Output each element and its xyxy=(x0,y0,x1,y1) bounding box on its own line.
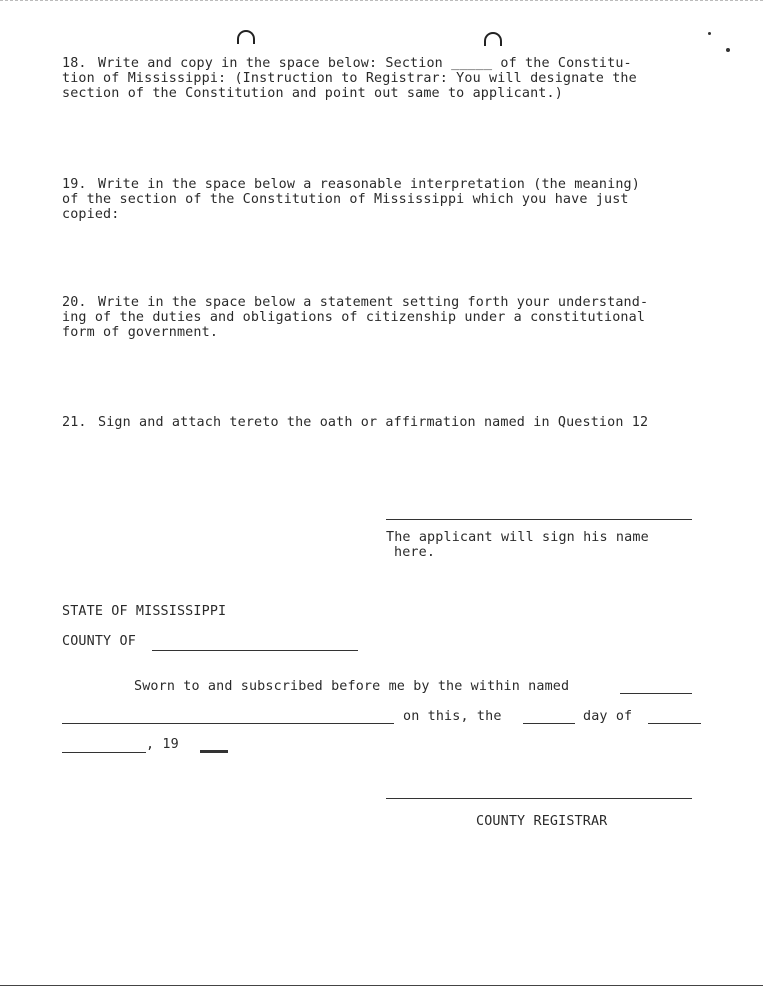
question-18-line-1: Write and copy in the space below: Section _____ of the Constitu- xyxy=(98,56,632,71)
question-21-line-1: Sign and attach tereto the oath or affirmation named in Question 12 xyxy=(98,415,649,430)
month-field-line-a[interactable] xyxy=(648,723,701,724)
named-person-line-b[interactable] xyxy=(62,723,394,724)
question-20-number: 20. xyxy=(62,295,87,310)
page-bottom-edge xyxy=(0,985,763,986)
month-field-line-b[interactable] xyxy=(62,752,146,753)
registrar-signature-line[interactable] xyxy=(386,798,692,799)
day-field-line[interactable] xyxy=(523,723,575,724)
county-registrar-label: COUNTY REGISTRAR xyxy=(476,814,608,829)
speck xyxy=(708,32,711,35)
year-field-mark[interactable] xyxy=(200,750,228,753)
year-prefix: , 19 xyxy=(146,737,179,752)
question-20-line-3: form of government. xyxy=(62,325,219,340)
applicant-signature-line[interactable] xyxy=(386,519,692,520)
question-18-number: 18. xyxy=(62,56,87,71)
question-20-line-2: ing of the duties and obligations of citizenship under a constitutional xyxy=(62,310,646,325)
question-18-line-3: section of the Constitution and point out same to applicant.) xyxy=(62,86,563,101)
state-heading: STATE OF MISSISSIPPI xyxy=(62,604,227,619)
county-field-line[interactable] xyxy=(152,650,358,651)
county-label: COUNTY OF xyxy=(62,634,136,649)
named-person-line-a[interactable] xyxy=(620,693,692,694)
question-19-line-2: of the section of the Constitution of Mississippi which you have just xyxy=(62,192,629,207)
punch-mark-right xyxy=(484,32,502,46)
applicant-signature-caption-2: here. xyxy=(394,545,436,560)
page-top-edge xyxy=(0,0,763,3)
question-19-line-3: copied: xyxy=(62,207,120,222)
question-19-line-1: Write in the space below a reasonable interpretation (the meaning) xyxy=(98,177,640,192)
applicant-signature-caption: The applicant will sign his name xyxy=(386,530,649,545)
on-this-the-label: on this, the xyxy=(403,709,502,724)
question-19-number: 19. xyxy=(62,177,87,192)
punch-mark-left xyxy=(237,30,255,44)
sworn-statement: Sworn to and subscribed before me by the within named xyxy=(134,679,570,694)
day-of-label: day of xyxy=(583,709,633,724)
speck xyxy=(726,48,730,52)
question-20-line-1: Write in the space below a statement setting forth your understand- xyxy=(98,295,649,310)
question-21-number: 21. xyxy=(62,415,87,430)
question-18-line-2: tion of Mississippi: (Instruction to Registrar: You will designate the xyxy=(62,71,637,86)
